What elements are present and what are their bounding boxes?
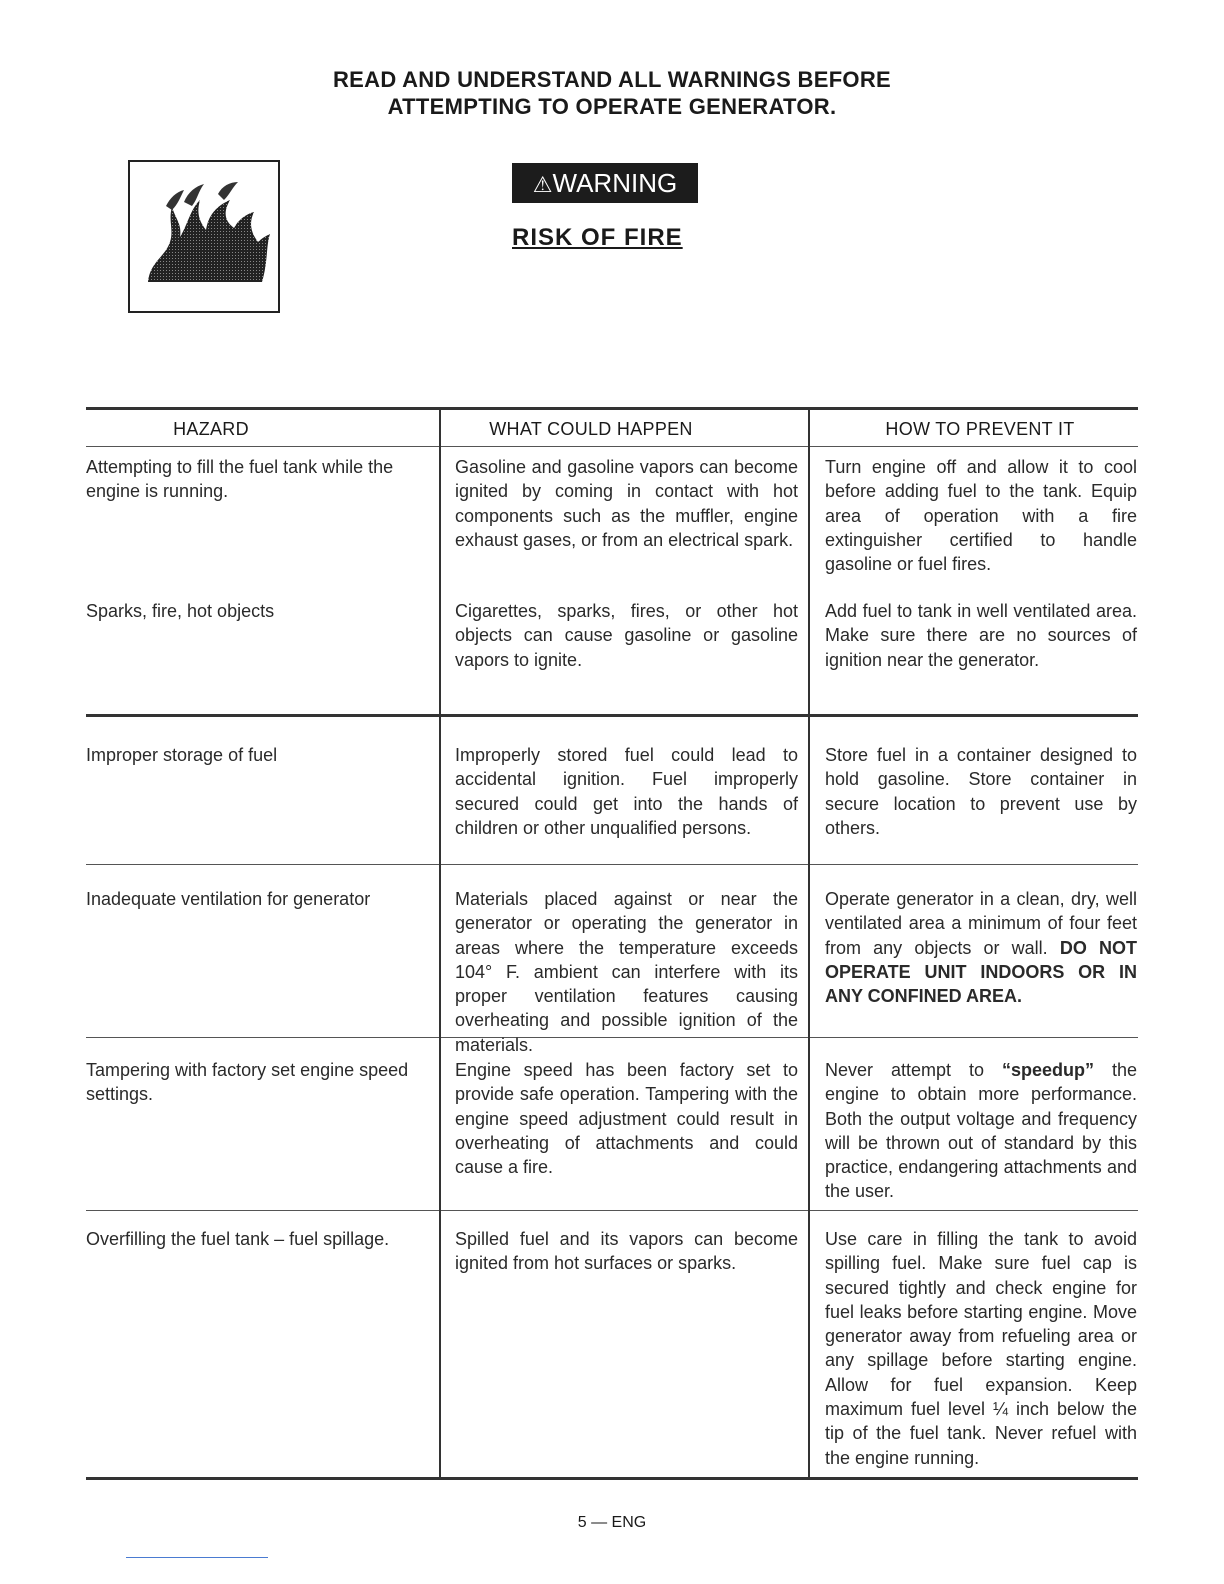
row-divider xyxy=(86,1210,1138,1211)
happen-cell: Engine speed has been factory set to provide safe operation. Tampering with the engine speed adjustment could result in overheating of attachments and could cause a fire. xyxy=(455,1060,798,1178)
column-divider xyxy=(808,407,810,1480)
hazard-cell: Tampering with factory set engine speed settings. xyxy=(86,1060,409,1105)
prevent-text: the engine to obtain more performance. Both the output voltage and frequency will be thrown out of standard by this practice, endangering attachments and the user. xyxy=(825,1060,1137,1202)
prevent-cell: Use care in filling the tank to avoid spilling fuel. Make sure fuel cap is secured tightly and check engine for fuel leaks before starting engine. Move generator away from refueling area or any spillage before starting engine. Allow for fuel expansion. Keep maximum fuel level ¼ inch below the tip of the fuel tank. Never refuel with the engine running. xyxy=(825,1229,1137,1468)
prevent-warning-bold: DO NOT OPERATE UNIT INDOORS OR IN ANY CONFINED AREA. xyxy=(825,937,1137,1007)
prevent-text-pre: Never attempt to xyxy=(825,1060,1002,1080)
page-header xyxy=(0,66,1224,120)
prevent-cell: Add fuel to tank in well ventilated area. Make sure there are no sources of ignition near the generator. xyxy=(825,601,1137,670)
prevent-speedup-bold: “speedup” xyxy=(1001,1060,1094,1080)
row-divider xyxy=(86,864,1138,865)
warning-triangle-icon: ⚠ xyxy=(532,172,553,197)
column-divider xyxy=(439,407,441,1480)
col-header-how-to-prevent: HOW TO PREVENT IT xyxy=(885,419,1075,439)
page-number: 5 — ENG xyxy=(577,1514,647,1531)
group-divider xyxy=(86,714,1138,717)
prevent-cell xyxy=(825,887,1137,1008)
hazard-cell: Sparks, fire, hot objects xyxy=(86,601,275,621)
header-line-2: ATTEMPTING TO OPERATE GENERATOR. xyxy=(387,94,837,119)
hazard-cell: Inadequate ventilation for generator xyxy=(86,889,371,909)
fire-symbol-box xyxy=(128,160,280,313)
col-header-hazard: HAZARD xyxy=(173,419,249,439)
prevent-cell: Turn engine off and allow it to cool before adding fuel to the tank. Equip area of operation with a fire extinguisher certified to handle gasoline or fuel fires. xyxy=(825,457,1137,575)
hazard-cell: Attempting to fill the fuel tank while the engine is running. xyxy=(86,457,394,502)
prevent-text: Operate generator in a clean, dry, well ventilated area a minimum of four feet from any objects or wall. xyxy=(825,889,1137,958)
happen-cell: Improperly stored fuel could lead to accidental ignition. Fuel improperly secured could get into the hands of children or other unqualified persons. xyxy=(455,745,798,838)
hazard-cell: Improper storage of fuel xyxy=(86,745,278,765)
warning-badge xyxy=(512,163,698,203)
prevent-cell xyxy=(825,1058,1137,1204)
fire-icon xyxy=(130,162,278,311)
table-top-rule xyxy=(86,407,1138,410)
prevent-cell: Store fuel in a container designed to hold gasoline. Store container in secure location to prevent use by others. xyxy=(825,745,1137,838)
happen-cell: Cigarettes, sparks, fires, or other hot objects can cause gasoline or gasoline vapors to ignite. xyxy=(455,601,798,670)
happen-cell: Gasoline and gasoline vapors can become ignited by coming in contact with hot components such as the muffler, engine exhaust gases, or from an electrical spark. xyxy=(455,457,798,550)
link-underline xyxy=(126,1557,268,1558)
header-divider xyxy=(86,446,1138,447)
happen-cell: Materials placed against or near the generator or operating the generator in areas where the temperature exceeds 104° F. ambient can interfere with its proper ventilation features causing overheating and possible ignition of the materials. xyxy=(455,889,798,1055)
header-line-1: READ AND UNDERSTAND ALL WARNINGS BEFORE xyxy=(332,67,892,92)
happen-cell: Spilled fuel and its vapors can become ignited from hot surfaces or sparks. xyxy=(455,1229,798,1274)
col-header-what-could-happen: WHAT COULD HAPPEN xyxy=(489,419,693,439)
risk-title: RISK OF FIRE xyxy=(512,224,683,251)
hazard-cell: Overfilling the fuel tank – fuel spillage. xyxy=(86,1229,390,1249)
table-bottom-rule xyxy=(86,1477,1138,1480)
warning-label: WARNING xyxy=(552,168,678,198)
